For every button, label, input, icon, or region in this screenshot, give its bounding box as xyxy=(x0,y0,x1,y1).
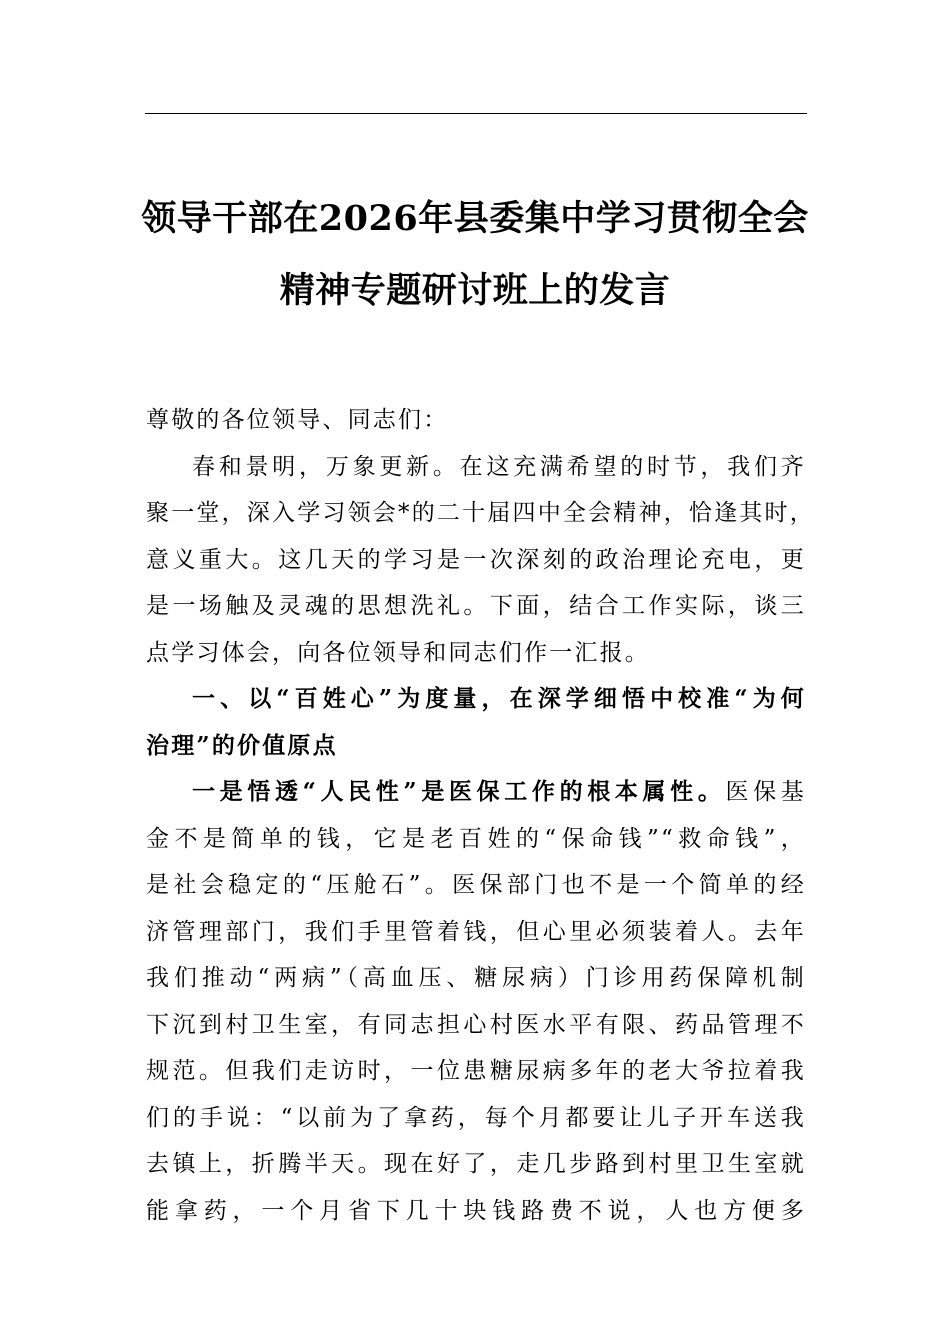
para1-lead-bold: 一是悟透“人民性”是医保工作的根本属性。 xyxy=(192,778,726,805)
header-rule xyxy=(145,113,807,114)
para1-line-6: 下沉到村卫生室，有同志担心村医水平有限、药品管理不 xyxy=(146,1011,806,1038)
para1-line-2: 金不是简单的钱，它是老百姓的“保命钱”“救命钱”， xyxy=(146,825,806,852)
intro-line-2: 聚一堂，深入学习领会*的二十届四中全会精神，恰逢其时， xyxy=(146,500,815,526)
para1-line-10: 能拿药，一个月省下几十块钱路费不说，人也方便多 xyxy=(146,1197,806,1224)
para1-lead-rest: 医保基 xyxy=(725,779,806,805)
para1-line-9: 去镇上，折腾半天。现在好了，走几步路到村里卫生室就 xyxy=(146,1151,806,1177)
para1-line-1 xyxy=(192,769,806,816)
intro-line-1: 春和景明，万象更新。在这充满希望的时节，我们齐 xyxy=(192,453,806,480)
para1-line-8: 们的手说：“以前为了拿药，每个月都要让儿子开车送我 xyxy=(146,1104,806,1131)
intro-line-5: 点学习体会，向各位领导和同志们作一汇报。 xyxy=(146,639,650,666)
para1-line-5: 我们推动“两病”（高血压、糖尿病）门诊用药保障机制 xyxy=(146,965,806,991)
document-title-line-2: 精神专题研讨班上的发言 xyxy=(279,270,671,311)
intro-line-3: 意义重大。这几天的学习是一次深刻的政治理论充电，更 xyxy=(146,546,806,573)
section-heading-line-2: 治理”的价值原点 xyxy=(146,731,338,759)
para1-line-4: 济管理部门，我们手里管着钱，但心里必须装着人。去年 xyxy=(146,918,806,945)
document-title-line-1: 领导干部在2026年县委集中学习贯彻全会 xyxy=(141,198,809,239)
section-heading-line-1: 一、以“百姓心”为度量，在深学细悟中校准“为何 xyxy=(192,685,806,712)
para1-line-7: 规范。但我们走访时，一位患糖尿病多年的老大爷拉着我 xyxy=(146,1058,806,1084)
intro-line-4: 是一场触及灵魂的思想洗礼。下面，结合工作实际，谈三 xyxy=(146,593,806,619)
salutation: 尊敬的各位领导、同志们： xyxy=(146,407,449,433)
para1-line-3: 是社会稳定的“压舱石”。医保部门也不是一个简单的经 xyxy=(146,872,806,898)
